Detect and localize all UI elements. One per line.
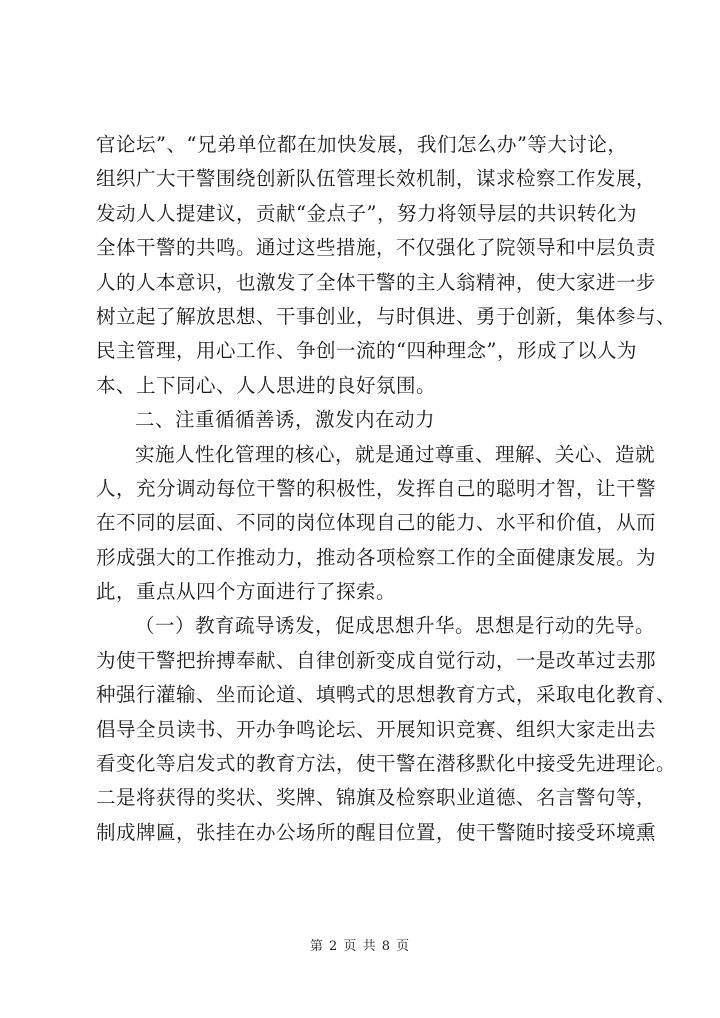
text-line: 官论坛”、“兄弟单位都在加快发展，我们怎么办”等大讨论， [96,133,628,156]
text-line: 人的人本意识，也激发了全体干警的主人翁精神，使大家进一步 [96,270,657,294]
text-line: 本、上下同心、人人思进的良好氛围。 [96,373,437,397]
text-line: 为使干警把拚搏奉献、自律创新变成自觉行动，一是改革过去那 [96,648,657,672]
section-heading: 二、注重循循善诱，激发内在动力 [135,408,436,432]
text-line: 此，重点从四个方面进行了探索。 [96,580,397,604]
page-number: 第 2 页 共 8 页 [309,939,411,954]
text-line: 全体干警的共鸣。通过这些措施，不仅强化了院领导和中层负责 [96,236,657,260]
text-line: 民主管理，用心工作、争创一流的“四种理念”，形成了以人为 [96,339,637,363]
body-text [96,128,677,850]
text-line: 种强行灌输、坐而论道、填鸭式的思想教育方式，采取电化教育、 [96,683,677,707]
text-line: 实施人性化管理的核心，就是通过尊重、理解、关心、造就 [135,442,656,466]
text-line: 发动人人提建议，贡献“金点子”，努力将领导层的共识转化为 [96,201,637,225]
text-line: 组织广大干警围绕创新队伍管理长效机制，谋求检察工作发展， [96,167,657,191]
text-line: 人，充分调动每位干警的积极性，发挥自己的聪明才智，让干警 [96,476,657,500]
text-line: （一）教育疏导诱发，促成思想升华。思想是行动的先导。 [135,614,656,638]
text-line: 倡导全员读书、开办争鸣论坛、开展知识竞赛、组织大家走出去 [96,717,657,741]
text-line: 制成牌匾，张挂在办公场所的醒目位置，使干警随时接受环境熏 [96,820,657,844]
text-line: 树立起了解放思想、干事创业，与时俱进、勇于创新，集体参与、 [96,304,677,328]
text-line: 看变化等启发式的教育方法，使干警在潜移默化中接受先进理论。 [96,752,677,776]
text-line: 在不同的层面、不同的岗位体现自己的能力、水平和价值，从而 [96,511,657,535]
text-line: 形成强大的工作推动力，推动各项检察工作的全面健康发展。为 [96,545,657,569]
text-line: 二是将获得的奖状、奖牌、锦旗及检察职业道德、名言警句等， [96,786,657,810]
